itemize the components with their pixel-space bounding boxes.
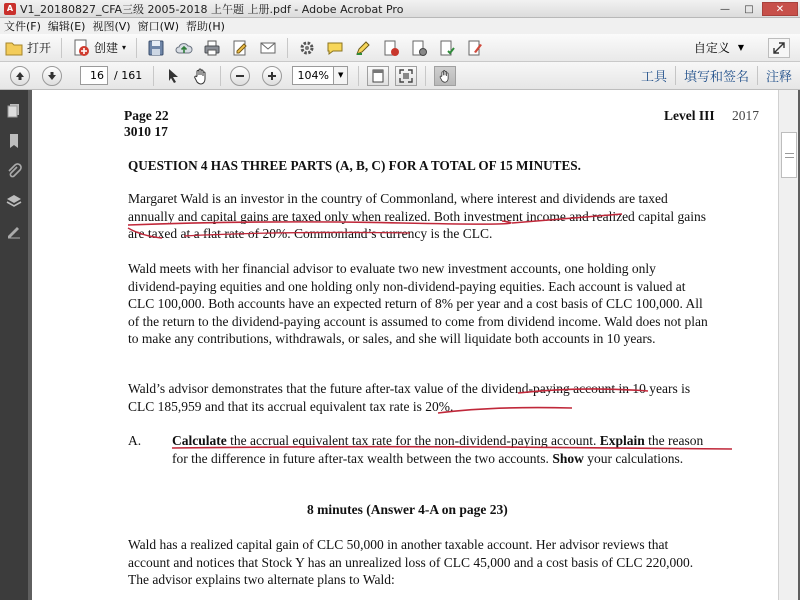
toolbar-divider xyxy=(61,38,62,58)
title-bar xyxy=(0,0,800,18)
paragraph-capital-gain: Wald has a realized capital gain of CLC 50,000 in another taxable account. Her advisor reviews that account and notices that Stock Y has an unrealized loss of CLC 45,000 and a cost basis of CLC 220,000. The advisor explains two alternate plans to Wald: xyxy=(128,537,694,587)
previous-page-button[interactable] xyxy=(10,66,30,86)
page-thumbnails-icon[interactable] xyxy=(3,100,25,122)
select-cursor-icon[interactable] xyxy=(162,65,184,87)
grip-icon xyxy=(785,153,794,158)
plus-icon xyxy=(267,71,277,81)
part-a-text-2: the reason for the difference in future after-tax wealth between the two accounts. xyxy=(172,433,704,466)
minutes-label: 8 minutes (Answer 4-A on page 23) xyxy=(307,502,508,517)
chevron-down-icon: ▼ xyxy=(737,43,744,52)
read-mode-hand-icon[interactable] xyxy=(434,66,456,86)
paragraph-intro: Margaret Wald is an investor in the country of Commonland, where interest and dividends are taxed annually and capital gains are taxed only when realized. Both investment income and realized capital gains are taxed at a flat rate of 20%. Commonland’s currency is the CLC. xyxy=(128,191,707,241)
toolbar-divider xyxy=(425,66,426,86)
paragraph-accounts: Wald meets with her financial advisor to evaluate two new investment accounts, one holding only dividend-paying equities and one holding only non-dividend-paying equities. Each account is valued at CLC 100,000. Both accounts have an expected return of 8% per year and a cost basis of CLC 100,000. All of the return to the dividend-paying account is assumed to come from dividend income. Wald does not plan to make any contributions, withdrawals, or sales, and she will liquidate both accounts in 10 years. xyxy=(128,261,708,346)
toolbar-divider xyxy=(287,38,288,58)
page-number-input[interactable]: 16 xyxy=(80,66,108,85)
maximize-button[interactable]: □ xyxy=(744,3,754,15)
toolbar-divider xyxy=(136,38,137,58)
zoom-input[interactable]: 104% xyxy=(292,66,334,85)
question-title: QUESTION 4 HAS THREE PARTS (A, B, C) FOR A TOTAL OF 15 MINUTES. xyxy=(128,158,581,173)
customize-dropdown[interactable] xyxy=(688,39,750,56)
navigation-toolbar xyxy=(0,62,800,90)
attachment-icon[interactable] xyxy=(3,160,25,182)
minimize-button[interactable]: — xyxy=(720,3,730,15)
tools-link[interactable]: 工具 xyxy=(640,70,667,85)
zoom-out-button[interactable] xyxy=(230,66,250,86)
part-a-text-1: the accrual equivalent tax rate for the non-dividend-paying account. xyxy=(226,433,600,448)
signature-icon[interactable] xyxy=(3,220,25,242)
highlight-icon[interactable] xyxy=(352,37,374,59)
email-icon[interactable] xyxy=(257,37,279,59)
document-viewport[interactable] xyxy=(28,90,800,600)
comment-link[interactable]: 注释 xyxy=(757,66,800,85)
save-icon[interactable] xyxy=(145,37,167,59)
open-label: 打开 xyxy=(27,41,52,55)
menu-window[interactable]: 窗口(W) xyxy=(137,20,180,33)
navigation-pane xyxy=(0,90,28,600)
layers-icon[interactable] xyxy=(3,190,25,212)
chevron-down-icon: ▾ xyxy=(122,43,127,52)
open-button[interactable] xyxy=(0,37,56,59)
next-page-button[interactable] xyxy=(42,66,62,86)
fill-sign-link[interactable]: 填写和签名 xyxy=(675,66,757,85)
acrobat-logo-icon: A xyxy=(4,3,16,15)
document-stop-icon[interactable] xyxy=(380,37,402,59)
menu-help[interactable]: 帮助(H) xyxy=(186,20,225,33)
pdf-page xyxy=(32,90,792,600)
chevron-down-icon[interactable]: ▼ xyxy=(334,66,348,85)
exam-year: 2017 xyxy=(732,108,759,123)
menu-bar xyxy=(0,18,800,34)
create-button[interactable] xyxy=(67,37,131,59)
page-header-left xyxy=(124,108,169,140)
cloud-upload-icon[interactable] xyxy=(173,37,195,59)
window-title: V1_20180827_CFA三级 2005-2018 上午题 上册.pdf - Adobe Acrobat Pro xyxy=(20,2,404,16)
page-total: / 161 xyxy=(114,69,143,82)
create-pdf-icon xyxy=(72,39,90,57)
toolbar-divider xyxy=(358,66,359,86)
part-a-text-3: your calculations. xyxy=(583,450,684,466)
edit-document-icon[interactable] xyxy=(229,37,251,59)
document-check-icon[interactable] xyxy=(436,37,458,59)
show-keyword: Show xyxy=(552,450,584,466)
customize-label: 自定义 xyxy=(693,41,730,55)
menu-view[interactable]: 视图(V) xyxy=(92,20,131,33)
task-pane-links xyxy=(633,66,800,85)
zoom-in-button[interactable] xyxy=(262,66,282,86)
print-icon[interactable] xyxy=(201,37,223,59)
settings-gear-icon[interactable] xyxy=(296,37,318,59)
create-label: 创建 xyxy=(94,41,119,55)
toolbar-divider xyxy=(220,66,221,86)
folder-icon xyxy=(5,40,23,56)
close-button[interactable]: ✕ xyxy=(762,2,798,16)
paragraph-advisor: Wald’s advisor demonstrates that the future after-tax value of the dividend-paying account in 10 years is CLC 185,959 and that its accrual equivalent tax rate is 20%. xyxy=(128,381,691,414)
calculate-keyword: Calculate xyxy=(172,433,227,448)
toolbar-divider xyxy=(153,66,154,86)
full-screen-icon[interactable] xyxy=(395,66,417,86)
menu-edit[interactable]: 编辑(E) xyxy=(47,20,86,33)
bookmark-icon[interactable] xyxy=(3,130,25,152)
scroll-thumb[interactable] xyxy=(781,132,797,178)
part-letter: A. xyxy=(128,433,142,448)
comment-bubble-icon[interactable] xyxy=(324,37,346,59)
expand-icon[interactable] xyxy=(768,38,790,58)
menu-file[interactable]: 文件(F) xyxy=(4,20,41,33)
page-header-right xyxy=(664,108,759,124)
fit-page-icon[interactable] xyxy=(367,66,389,86)
document-settings-icon[interactable] xyxy=(408,37,430,59)
explain-keyword: Explain xyxy=(599,433,645,448)
page-label: Page 22 xyxy=(124,108,169,123)
question-part-a xyxy=(128,432,713,467)
vertical-scrollbar[interactable] xyxy=(778,90,798,600)
exam-code: 3010 17 xyxy=(124,124,168,139)
arrow-down-icon xyxy=(47,71,57,81)
minus-icon xyxy=(235,71,245,81)
sign-document-icon[interactable] xyxy=(464,37,486,59)
part-a-text xyxy=(172,432,713,467)
main-toolbar xyxy=(0,34,800,62)
level-label: Level III xyxy=(664,108,715,123)
arrow-up-icon xyxy=(15,71,25,81)
hand-tool-icon[interactable] xyxy=(190,65,212,87)
